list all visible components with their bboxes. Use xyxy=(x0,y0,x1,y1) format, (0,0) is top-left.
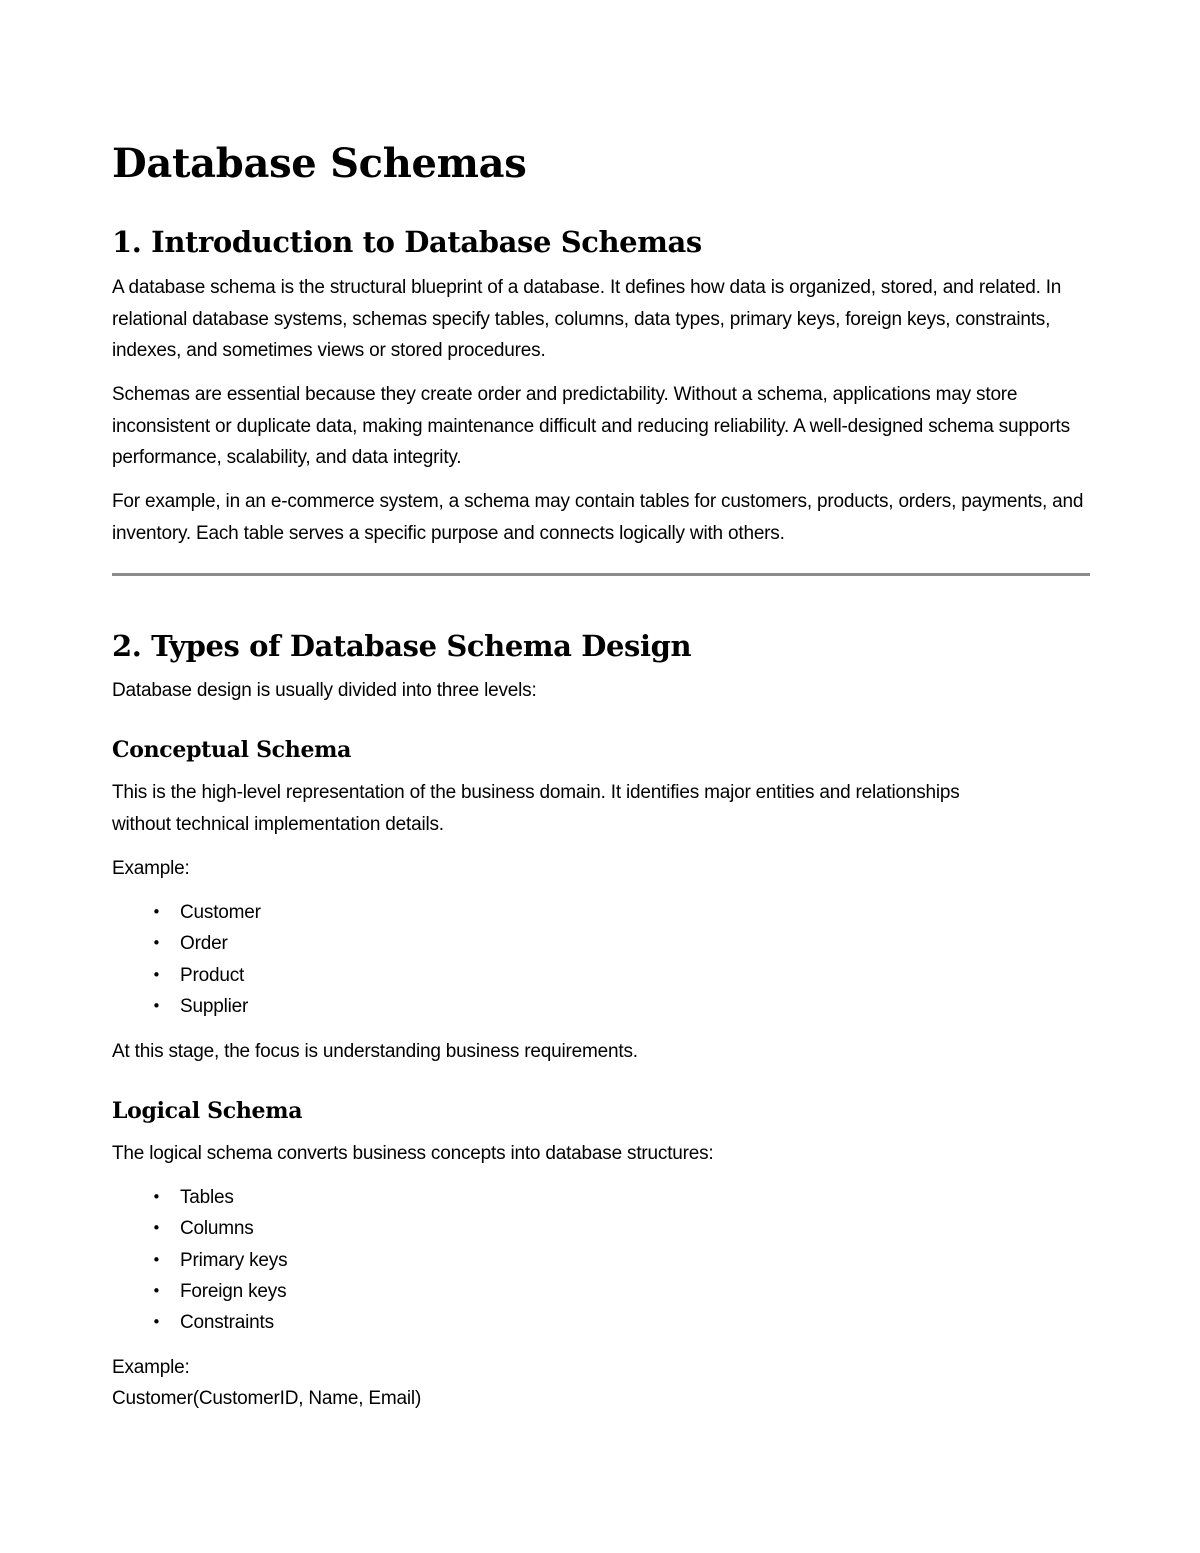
bullet-icon: • xyxy=(152,903,161,921)
list-item: • Customer xyxy=(112,897,261,928)
bullet-icon: • xyxy=(152,1250,161,1269)
logical-schema-description: The logical schema converts business concepts into database structures: xyxy=(112,1143,714,1164)
section-1-paragraph-3: For example, in an e-commerce system, a schema may contain tables for customers, products, orders, payments, and inventory. Each table serves a specific purpose and connects logically with others. xyxy=(112,491,1084,544)
logical-example-label: Example: xyxy=(112,1357,190,1378)
list-item: • Product xyxy=(112,960,261,991)
logical-example-value: Customer(CustomerID, Name, Email) xyxy=(112,1388,422,1409)
bullet-icon: • xyxy=(152,1188,161,1206)
list-item: • Supplier xyxy=(112,991,261,1022)
list-item: • Order xyxy=(112,928,261,959)
conceptual-schema-heading: Conceptual Schema xyxy=(112,737,352,763)
bullet-icon: • xyxy=(152,1219,161,1238)
conceptual-entity-list xyxy=(112,897,261,1022)
bullet-icon: • xyxy=(152,1281,161,1300)
list-item: • Primary keys xyxy=(112,1245,287,1276)
section-2-heading: 2. Types of Database Schema Design xyxy=(112,629,692,663)
bullet-icon: • xyxy=(152,1313,161,1332)
logical-structure-list xyxy=(112,1182,287,1338)
section-2-intro: Database design is usually divided into three levels: xyxy=(112,680,537,701)
list-item: • Constraints xyxy=(112,1307,287,1338)
bullet-icon: • xyxy=(152,965,161,984)
bullet-icon: • xyxy=(152,996,161,1015)
section-1-paragraph-1: A database schema is the structural blueprint of a database. It defines how data is organized, stored, and related. In relational database systems, schemas specify tables, columns, data types, primary keys, foreign keys, constraints, indexes, and sometimes views or stored procedures. xyxy=(112,277,1062,361)
section-1-paragraph-2: Schemas are essential because they create order and predictability. Without a schema, applications may store inconsistent or duplicate data, making maintenance difficult and reducing reliability. A well-designed schema supports performance, scalability, and data integrity. xyxy=(112,384,1070,468)
conceptual-example-label: Example: xyxy=(112,858,190,879)
section-divider xyxy=(112,573,1090,576)
conceptual-schema-description: This is the high-level representation of the business domain. It identifies major entities and relationships without technical implementation details. xyxy=(112,782,960,835)
list-item: • Columns xyxy=(112,1213,287,1244)
logical-schema-heading: Logical Schema xyxy=(112,1098,303,1124)
list-item: • Foreign keys xyxy=(112,1276,287,1307)
section-1-heading: 1. Introduction to Database Schemas xyxy=(112,225,702,259)
bullet-icon: • xyxy=(152,934,161,953)
list-item: • Tables xyxy=(112,1182,287,1213)
conceptual-closing-text: At this stage, the focus is understanding business requirements. xyxy=(112,1041,638,1062)
document-title: Database Schemas xyxy=(112,140,527,187)
